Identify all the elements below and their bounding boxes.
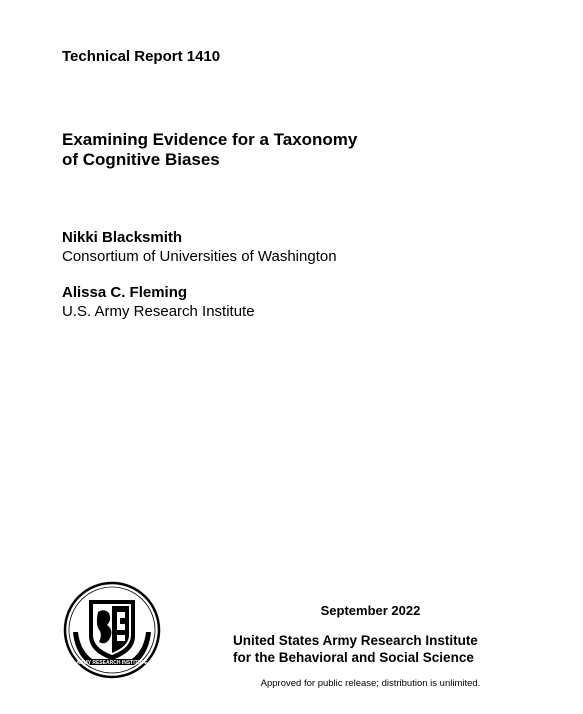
author-name: Alissa C. Fleming (62, 284, 188, 301)
author-block (62, 229, 337, 266)
publishing-organization (233, 632, 478, 666)
author-affiliation: Consortium of Universities of Washington (62, 248, 337, 265)
organization-line-1: United States Army Research Institute (233, 633, 478, 648)
release-statement: Approved for public release; distribution is unlimited. (260, 678, 481, 689)
report-title (62, 130, 357, 170)
report-number: Technical Report 1410 (62, 48, 221, 65)
author-name: Nikki Blacksmith (62, 229, 183, 246)
report-title-line-2: of Cognitive Biases (62, 150, 220, 169)
author-block (62, 284, 255, 321)
publication-date: September 2022 (320, 603, 421, 618)
army-research-institute-seal-icon (62, 580, 162, 680)
svg-text:ARMY RESEARCH INSTITUTE: ARMY RESEARCH INSTITUTE (76, 660, 148, 666)
organization-line-2: for the Behavioral and Social Science (233, 650, 474, 665)
report-title-line-1: Examining Evidence for a Taxonomy (62, 130, 358, 149)
author-affiliation: U.S. Army Research Institute (62, 303, 255, 320)
